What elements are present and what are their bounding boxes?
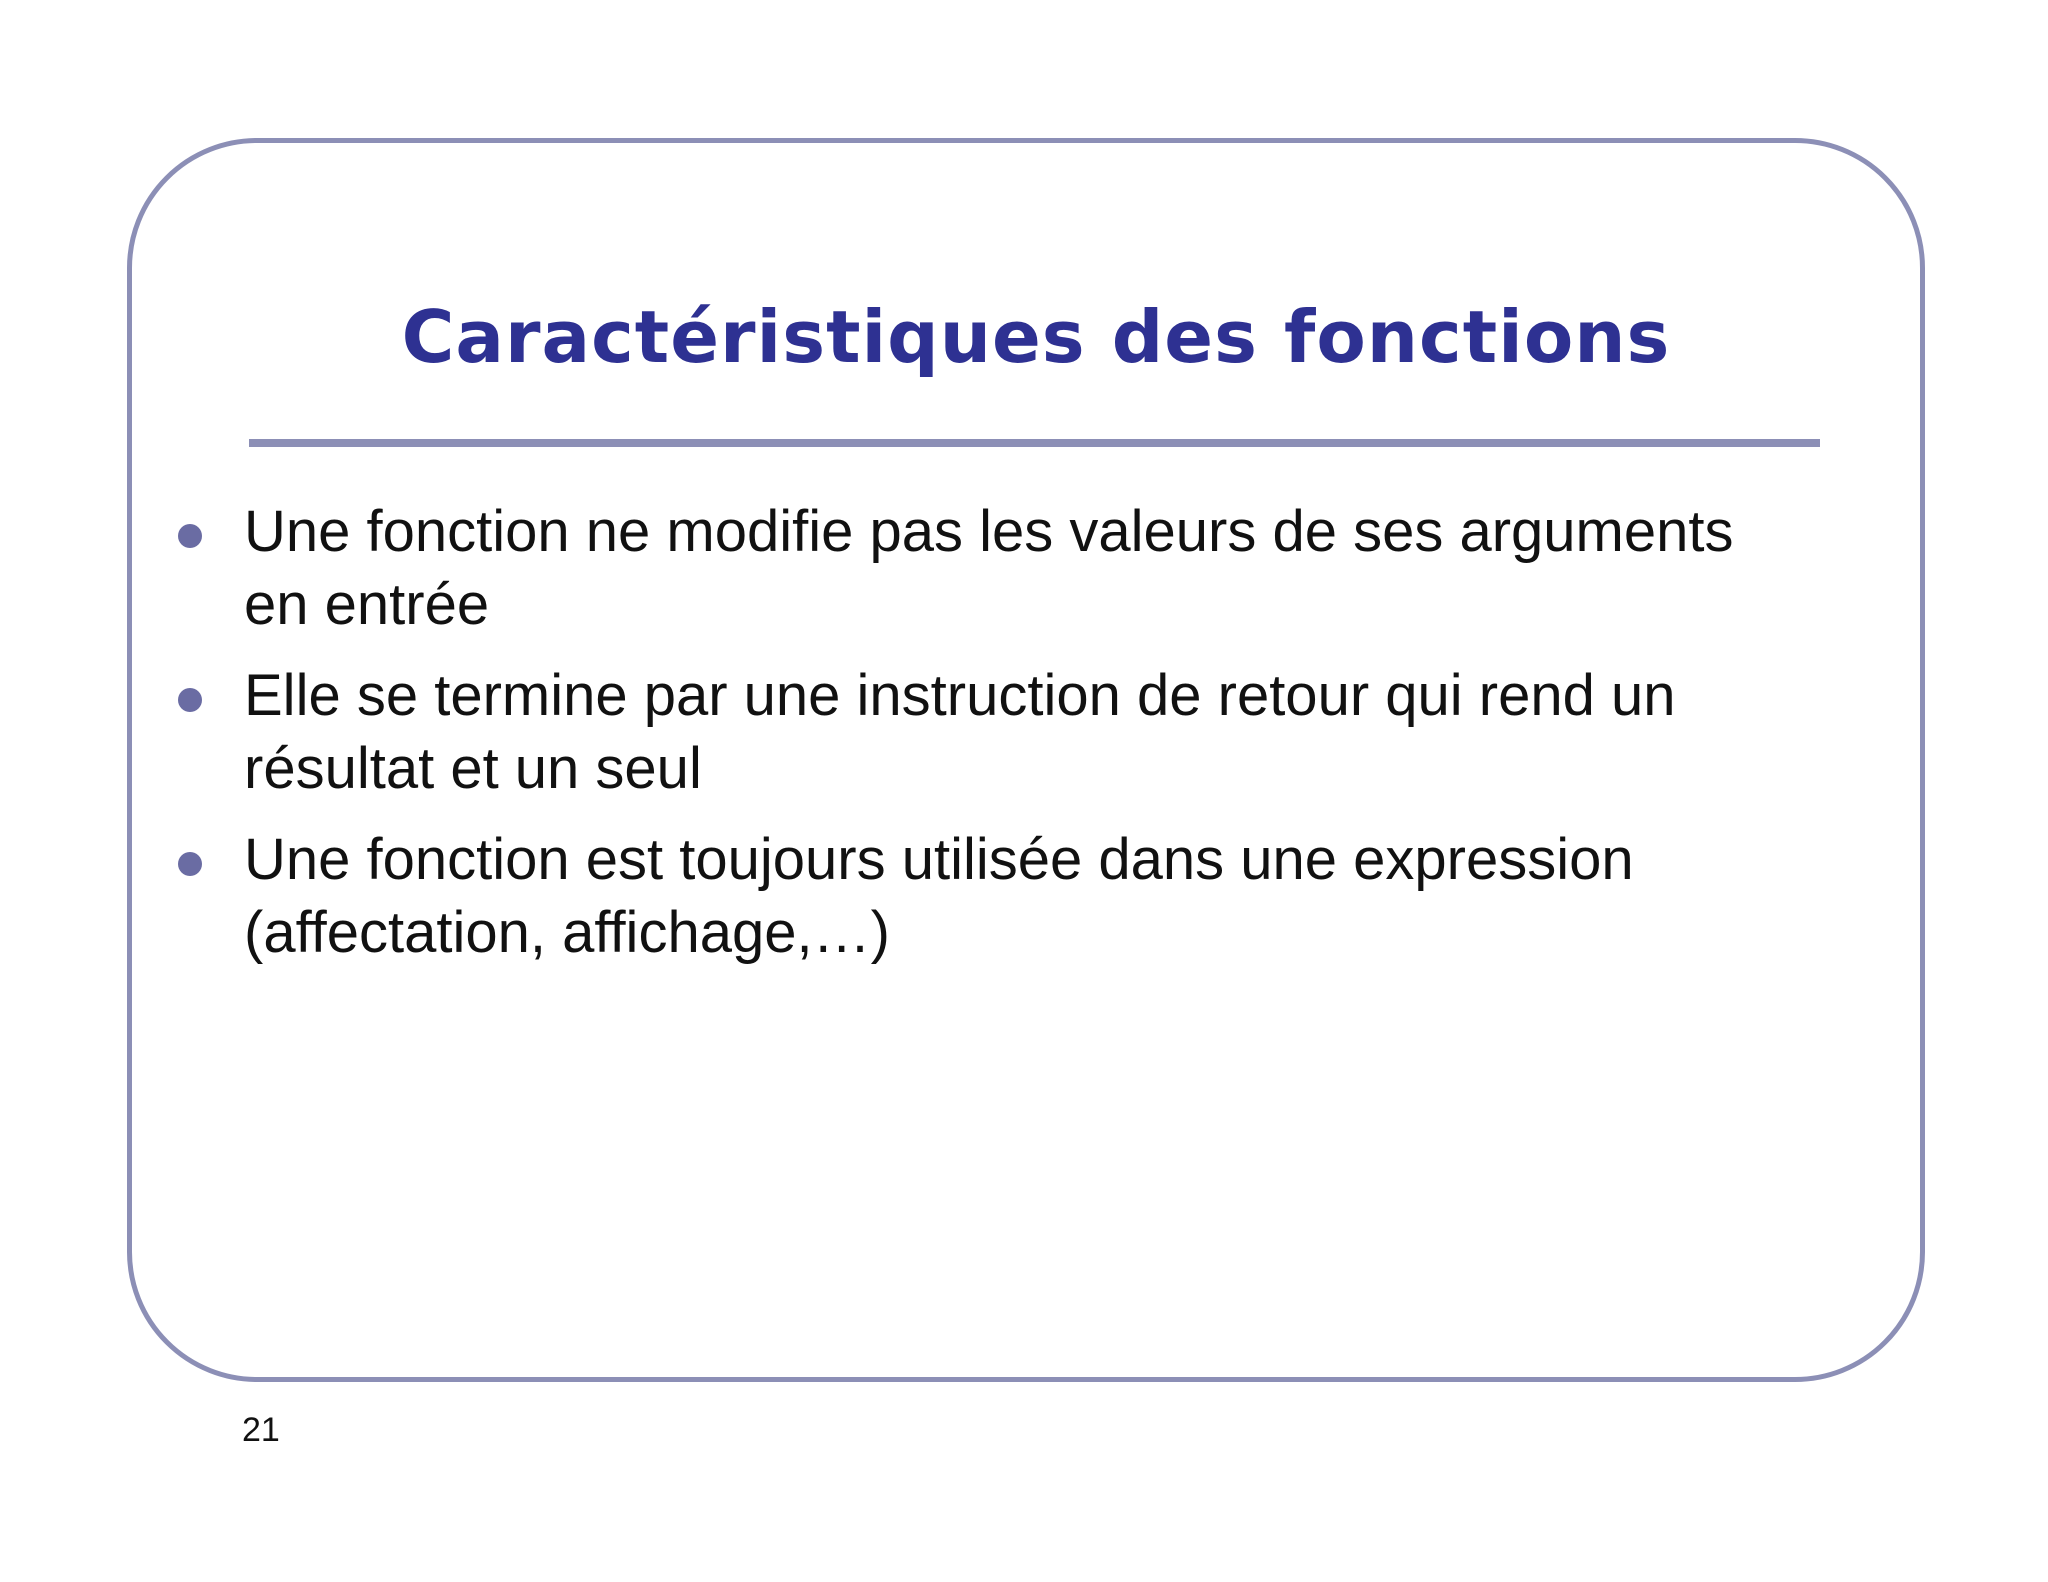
bullet-line: (affectation, affichage,…) xyxy=(244,900,890,965)
bullet-dot-icon xyxy=(178,852,202,876)
bullet-text xyxy=(244,659,1864,805)
bullet-line: en entrée xyxy=(244,572,490,637)
bullet-line: Une fonction ne modifie pas les valeurs de ses arguments xyxy=(244,499,1734,564)
bullet-dot-icon xyxy=(178,688,202,712)
bullet-dot-icon xyxy=(178,524,202,548)
title-divider xyxy=(249,439,1820,447)
bullet-line: Une fonction est toujours utilisée dans une expression xyxy=(244,827,1634,892)
page-number: 21 xyxy=(242,1411,280,1449)
bullet-text xyxy=(244,495,1864,641)
slide-title: Caractéristiques des fonctions xyxy=(401,295,1671,379)
bullet-line: résultat et un seul xyxy=(244,736,702,801)
bullet-text xyxy=(244,823,1864,969)
bullet-line: Elle se termine par une instruction de retour qui rend un xyxy=(244,663,1676,728)
